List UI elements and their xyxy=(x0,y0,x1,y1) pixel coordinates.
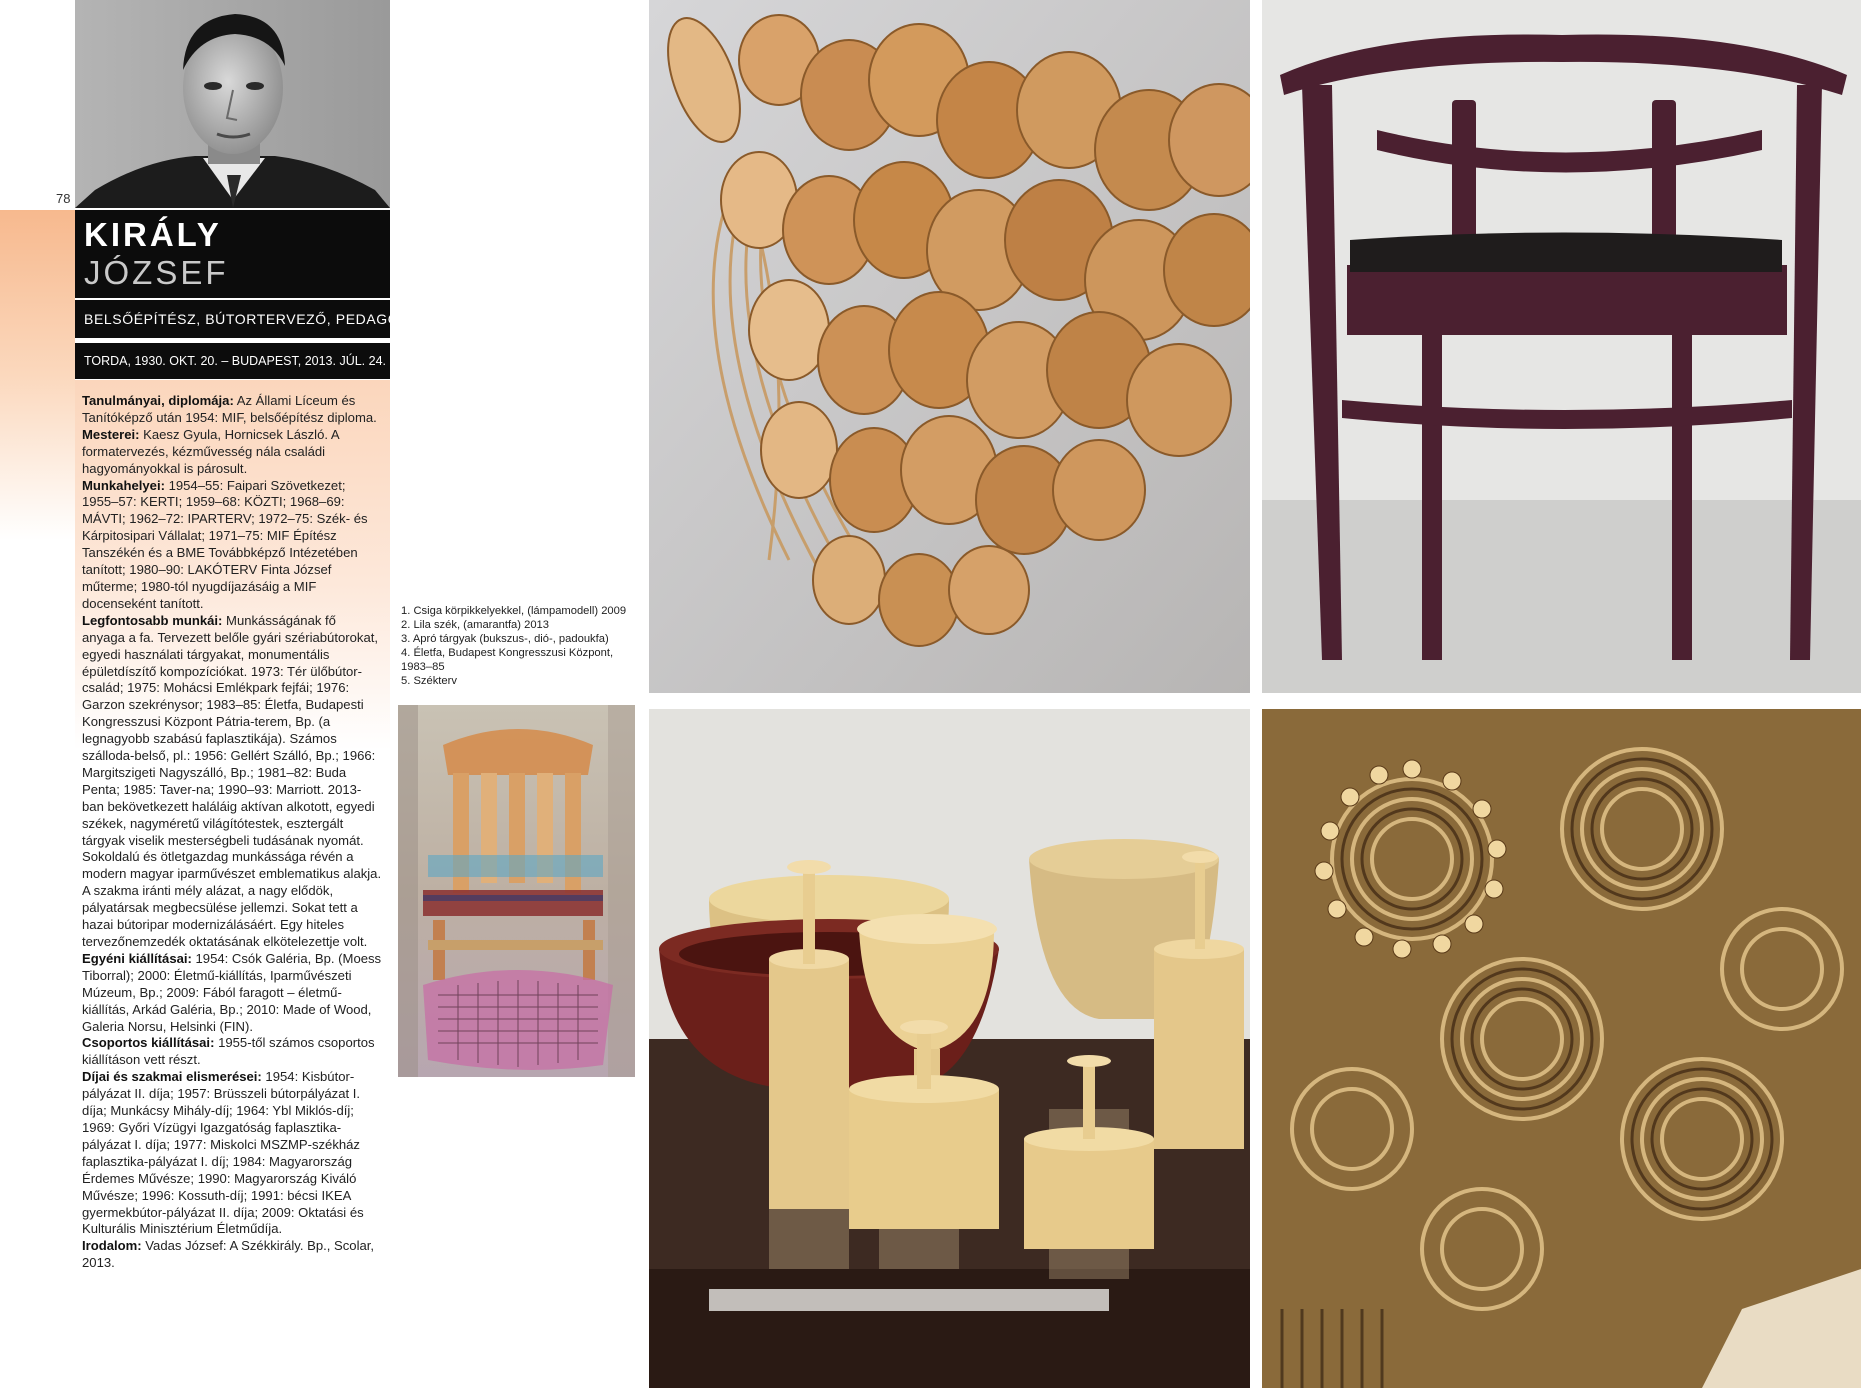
caption-item: 5. Székterv xyxy=(401,675,457,687)
bio-text: Vadas József: A Székkirály. Bp., Scolar, 2013. xyxy=(82,1238,375,1271)
birth-death-box xyxy=(75,343,390,379)
biography xyxy=(82,393,382,1272)
bio-text: Kaesz Gyula, Hornicsek László. A formatervezés, kézművesség nála családi hagyományokkal is párosult. xyxy=(82,426,339,476)
bio-text: Az Állami Líceum és Tanítóképző után 1954: MIF, belsőépítész diploma. xyxy=(82,393,377,425)
caption-item: 2. Lila szék, (amarantfa) 2013 xyxy=(401,619,549,631)
bio-label: Csoportos kiállításai: xyxy=(82,1035,215,1051)
caption-item: 3. Apró tárgyak (bukszus-, dió-, padoukfa) xyxy=(401,633,609,645)
profession: BELSŐÉPÍTÉSZ, BÚTORTERVEZŐ, PEDAGÓGUS xyxy=(84,311,432,327)
bio-paragraph xyxy=(82,1035,382,1069)
bio-paragraph xyxy=(82,951,382,1036)
caption-item: 1. Csiga körpikkelyekkel, (lámpamodell) 2009 xyxy=(401,605,627,617)
bio-text: 1954: Csók Galéria, Bp. (Moess Tiborral); 2000: Életmű-kiállítás, Iparművészeti Múzeum, Bp.; 2009: Fából faragott – életmű-kiállítás, Arkád Galéria, Bp.; 2010: Made of Wood, Galeria Norsu, Helsinki (FIN). xyxy=(82,950,382,1034)
profession-box xyxy=(75,300,432,338)
bio-paragraph xyxy=(82,427,382,478)
caption-item: 4. Életfa, Budapest Kongresszusi Központ, 1983–85 xyxy=(401,647,614,673)
bio-paragraph xyxy=(82,1069,382,1238)
last-name: KIRÁLY xyxy=(84,216,222,253)
bio-text: Munkásságának fő anyaga a fa. Tervezett belőle gyári szériabútorokat, egyedi használati tárgyakat, monumentális épületdíszítő kompozíciókat. 1973: Tér ülőbútor-család; 1975: Mohácsi Emlékpark fejfái; 1976: Garzon szekrénysor; 1983–85: Életfa, Budapesti Kongresszusi Központ Pátria-terem, Bp. (a legnagyobb szabású faplasztikája). Számos szálloda-belső, pl.: 1956: Gellért Szálló, Bp.; 1966: Margitszigeti Nagyszálló, Bp.; 1981–82: Buda Penta; 1985: Taver-na; 1990–93: Marriott. 2013-ban bekövetkezett haláláig aktívan alkotott, egyedi székek, nagyméretű világítótestek, esztergált tárgyak viselik mesterségbeli tudásának nyomát. Sokoldalú és ötletgazdag munkássága révén a modern magyar iparművészet emblematikus alakja. A szakma iránti mély alázat, a nagy elődök, pályatársak megbecsülése jellemzi. Sokat tett a hazai bútoripar modernizálásáért. Egy hiteles tervezőnemzedék oktatásának elkötelezettje volt. xyxy=(82,612,382,949)
image-captions xyxy=(401,604,641,688)
page-number: 78 xyxy=(56,191,71,206)
bio-label: Legfontosabb munkái: xyxy=(82,612,223,628)
bio-label: Munkahelyei: xyxy=(82,477,165,493)
bio-paragraph xyxy=(82,1238,382,1272)
bio-text: 1954–55: Faipari Szövetkezet; 1955–57: KERTI; 1959–68: KÖZTI; 1968–69: MÁVTI; 1962–72: IPARTERV; 1972–75: Szék- és Kárpitosipari Vállalat; 1971–75: MIF Építész Tanszékén és a BME Továbbképző Intézetében tanított; 1980–90: LAKÓTERV Finta József műterme; 1980-tól nyugdíjazásáig a MIF docenseként tanított. xyxy=(82,477,368,611)
birth-death: TORDA, 1930. OKT. 20. – BUDAPEST, 2013. JÚL. 24. xyxy=(84,354,386,368)
first-name: JÓZSEF xyxy=(84,254,229,291)
bio-label: Tanulmányai, diplomája: xyxy=(82,393,234,408)
bio-label: Mesterei: xyxy=(82,426,140,442)
turned-objects-photo xyxy=(649,709,1250,1388)
bio-paragraph xyxy=(82,478,382,613)
lamp-photo xyxy=(649,0,1250,693)
purple-chair-photo xyxy=(1262,0,1861,693)
chair-design-drawing xyxy=(398,705,635,1077)
bio-paragraph xyxy=(82,393,382,427)
bio-label: Egyéni kiállításai: xyxy=(82,950,192,966)
name-box xyxy=(75,210,390,298)
accent-gradient-bar xyxy=(0,210,75,540)
bio-label: Díjai és szakmai elismerései: xyxy=(82,1069,262,1085)
portrait-photo xyxy=(75,0,390,208)
bio-text: 1955-től számos csoportos kiállításon vett részt. xyxy=(82,1035,375,1068)
bio-paragraph xyxy=(82,613,382,951)
bio-text: 1954: Kisbútor-pályázat II. díja; 1957: Brüsszeli bútorpályázat I. díja; Munkácsy Mihály-díj; 1964: Ybl Miklós-díj; 1969: Győri Vízügyi Igazgatóság faplasztika-pályázat I. díja; 1977: Miskolci MSZMP-székház faplasztika-pályázat I. díj; 1984: Magyarország Érdemes Művésze; 1990: Magyarország Kiváló Művésze; 1996: Kossuth-díj; 1991: bécsi IKEA gyermekbútor-pályázat II. díja; 2009: Oktatási és Kulturális Minisztérium Életműdíja. xyxy=(82,1069,364,1237)
bio-label: Irodalom: xyxy=(82,1238,142,1254)
eletfa-relief-photo xyxy=(1262,709,1861,1388)
